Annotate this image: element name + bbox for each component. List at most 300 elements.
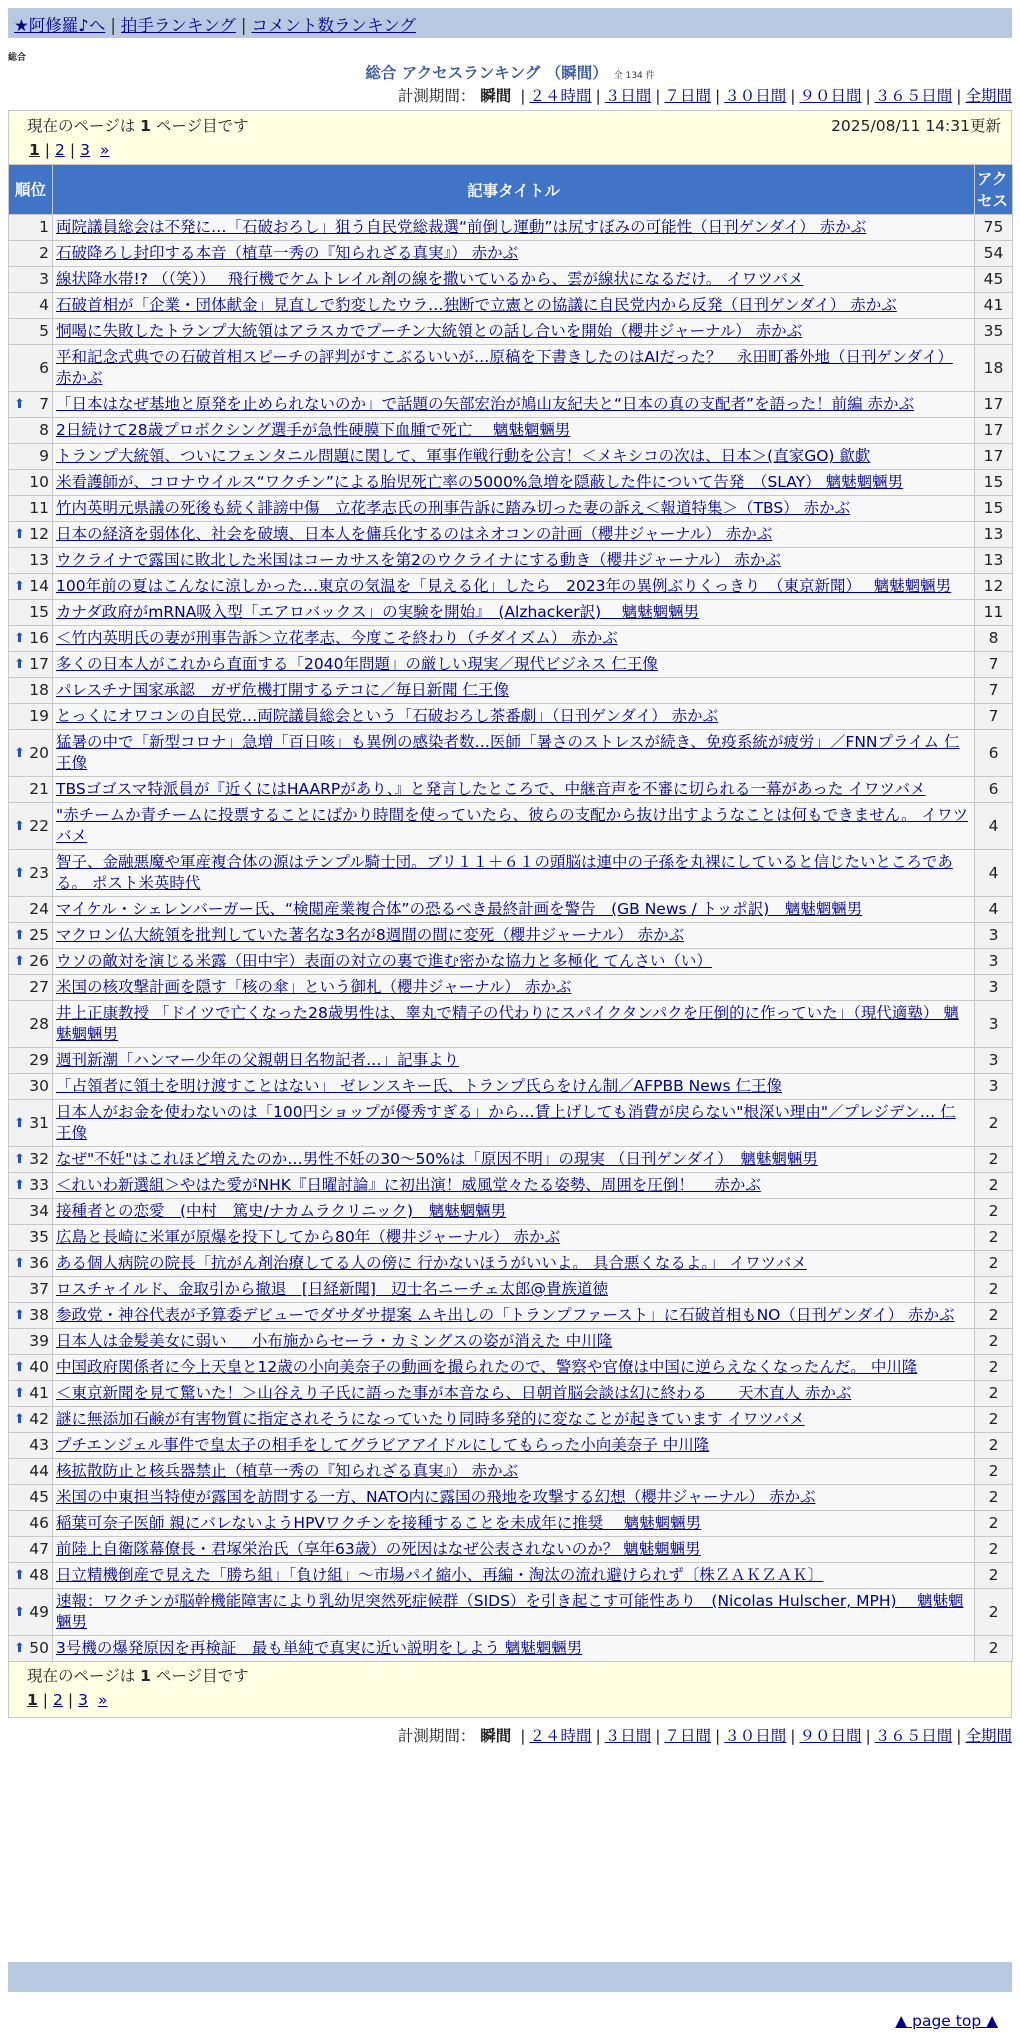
rank-cell [9,267,53,293]
table-row [9,1074,1013,1100]
column-header-rank: 順位 [9,165,53,215]
article-link[interactable]: 「日本はなぜ基地と原発を止められないのか」で話題の矢部宏治が鳩山友紀夫と“日本の真の支配者”を語った！前編 赤かぶ [56,395,914,413]
page-top-link[interactable]: ▲ page top ▲ [895,2012,998,2030]
rank-number: 45 [29,1488,49,1506]
access-count: 7 [975,652,1013,678]
rank-number: 46 [29,1514,49,1532]
article-link[interactable]: 米国の中東担当特使が露国を訪問する一方、NATO内に露国の飛地を攻撃する幻想（櫻井ジャーナル） 赤かぶ [56,1488,816,1506]
rank-cell [9,897,53,923]
access-count: 4 [975,803,1013,850]
table-row [9,803,1013,850]
rank-number: 31 [29,1113,49,1132]
article-link[interactable]: 両院議員総会は不発に…「石破おろし」狙う自民党総裁選“前倒し運動”は尻すぼみの可能性（日刊ゲンダイ） 赤かぶ [56,218,867,236]
article-link[interactable]: 多くの日本人がこれから直面する「2040年問題」の厳しい現実／現代ビジネス 仁王像 [56,655,658,673]
current-page-text: 現在のページは 1 ページ目です [27,1667,249,1685]
period-separator: | [520,87,526,105]
table-row [9,470,1013,496]
period-label: 計測期間： [397,1727,476,1745]
rank-cell [9,1355,53,1381]
period-separator: | [655,87,661,105]
rank-number: 32 [29,1150,49,1168]
title-cell [53,470,975,496]
title-cell [53,241,975,267]
rank-cell [9,574,53,600]
title-cell [53,730,975,777]
article-link[interactable]: 接種者との恋愛 (中村 篤史/ナカムラクリニック) 魑魅魍魎男 [56,1202,507,1220]
article-link[interactable]: 週刊新潮「ハンマー少年の父親朝日名物記者…」記事より [56,1051,460,1069]
up-arrow-icon: ⬆ [14,928,25,943]
rank-number: 49 [29,1602,49,1621]
period-link[interactable]: ３６５日間 [874,1727,953,1745]
article-link[interactable]: ウソの敵対を演じる米露（田中宇）表面の対立の裏で進む密かな協力と多極化 てんさい（い） [56,952,712,970]
top-nav [8,8,1012,38]
bottom-bar [8,1962,1012,1992]
table-row [9,1433,1013,1459]
table-row [9,267,1013,293]
article-link[interactable]: 石破首相が「企業・団体献金」見直しで豹変したウラ…独断で立憲との協議に自民党内から反発（日刊ゲンダイ） 赤かぶ [56,296,897,314]
access-count: 11 [975,600,1013,626]
page-separator: | [44,141,51,159]
article-link[interactable]: 核拡散防止と核兵器禁止（植草一秀の『知られざる真実』） 赤かぶ [56,1462,519,1480]
title-cell [53,1355,975,1381]
access-count: 2 [975,1277,1013,1303]
nav-separator: | [110,16,116,35]
period-link[interactable]: ２４時間 [529,87,592,105]
updated-timestamp: 2025/08/11 14:31更新 [831,117,1001,135]
table-row [9,496,1013,522]
article-link[interactable]: 3号機の爆発原因を再検証 最も単純で真実に近い説明をしよう 魑魅魍魎男 [56,1639,583,1657]
table-row [9,652,1013,678]
page-separator: | [42,1691,49,1709]
rank-number: 44 [29,1462,49,1480]
rank-number: 14 [29,577,49,595]
rank-number: 29 [29,1051,49,1069]
up-arrow-icon: ⬆ [14,1115,25,1131]
access-count: 12 [975,574,1013,600]
rank-number: 23 [29,863,49,882]
article-link[interactable]: とっくにオワコンの自民党…両院議員総会という「石破おろし茶番劇」（日刊ゲンダイ） 赤かぶ [56,707,719,725]
table-row [9,444,1013,470]
rank-cell [9,1589,53,1636]
article-link[interactable]: 日立精機倒産で見えた「勝ち組」「負け組」〜市場パイ縮小、再編・淘汰の流れ避けられず〔株ＺＡＫＺＡＫ〕 [56,1566,824,1584]
clap-ranking-link[interactable]: 拍手ランキング [120,16,236,35]
current-page-number: 1 [140,117,151,135]
rank-cell [9,1459,53,1485]
rank-number: 34 [29,1202,49,1220]
rank-cell [9,215,53,241]
access-count: 2 [975,1485,1013,1511]
pager-top [8,110,1012,164]
access-count: 54 [975,241,1013,267]
article-link[interactable]: 平和記念式典での石破首相スピーチの評判がすこぶるいいが…原稿を下書きしたのはAIだった？ 永田町番外地（日刊ゲンダイ） 赤かぶ [56,348,953,387]
page-separator: | [69,141,76,159]
table-row [9,1001,1013,1048]
table-row [9,1407,1013,1433]
period-separator: | [595,1727,601,1745]
rank-cell [9,949,53,975]
access-count: 3 [975,1048,1013,1074]
article-link[interactable]: 稲葉可奈子医師 親にバレないようHPVワクチンを接種することを未成年に推奨 魑魅魍魎男 [56,1514,702,1532]
article-link[interactable]: なぜ"不妊"はこれほど増えたのか…男性不妊の30～50%は「原因不明」の現実 （日刊ゲンダイ） 魑魅魍魎男 [56,1150,818,1168]
access-count: 2 [975,1147,1013,1173]
rank-cell [9,496,53,522]
rank-cell [9,975,53,1001]
next-page-link[interactable]: » [100,141,110,159]
access-count: 2 [975,1433,1013,1459]
rank-number: 1 [39,218,49,236]
rank-cell [9,470,53,496]
period-link[interactable]: ７日間 [664,1727,711,1745]
page-link[interactable]: 2 [55,141,65,159]
rank-number: 10 [29,473,49,491]
table-row [9,1511,1013,1537]
period-link[interactable]: ３日間 [604,1727,652,1745]
table-row [9,704,1013,730]
up-arrow-icon: ⬆ [14,1308,25,1323]
access-count: 3 [975,923,1013,949]
up-arrow-icon: ⬆ [14,1386,25,1401]
page-separator: | [67,1691,74,1709]
rank-number: 47 [29,1540,49,1558]
rank-number: 25 [29,926,49,944]
page-link[interactable]: 1 [29,141,40,159]
table-row [9,1459,1013,1485]
rank-cell [9,392,53,418]
up-arrow-icon: ⬆ [14,1604,25,1620]
rank-cell [9,626,53,652]
rank-number: 17 [29,655,49,673]
access-count: 2 [975,1407,1013,1433]
page-link[interactable]: 3 [80,141,91,159]
access-count: 17 [975,444,1013,470]
title-cell [53,1459,975,1485]
rank-cell [9,803,53,850]
table-row [9,897,1013,923]
access-count: 2 [975,1381,1013,1407]
table-row [9,626,1013,652]
rank-cell [9,1100,53,1147]
table-row [9,1251,1013,1277]
title-cell [53,1147,975,1173]
table-row [9,293,1013,319]
access-count: 8 [975,626,1013,652]
title-cell [53,293,975,319]
access-count: 2 [975,1225,1013,1251]
rank-cell [9,1277,53,1303]
table-row [9,678,1013,704]
period-link[interactable]: ７日間 [664,87,711,105]
rank-number: 16 [29,629,49,647]
table-row [9,574,1013,600]
table-row [9,1147,1013,1173]
rank-cell [9,850,53,897]
title-cell [53,1048,975,1074]
pager-bottom [8,1662,1012,1718]
table-row [9,1355,1013,1381]
access-count: 2 [975,1303,1013,1329]
up-arrow-icon: ⬆ [14,527,25,542]
title-cell [53,975,975,1001]
period-link[interactable]: ９０日間 [799,1727,862,1745]
article-link[interactable]: ロスチャイルド、金取引から撤退 [日経新聞] 辺士名ニーチェ太郎@貴族道徳 [56,1280,608,1298]
access-count: 7 [975,678,1013,704]
title-cell [53,626,975,652]
article-link[interactable]: 速報：ワクチンが脳幹機能障害により乳幼児突然死症候群（SIDS）を引き起こす可能性あり (Nicolas Hulscher, MPH) 魑魅魍魎男 [56,1592,964,1631]
ranking-table [8,164,1013,1662]
title-cell [53,1225,975,1251]
rank-cell [9,1381,53,1407]
rank-number: 38 [29,1306,49,1324]
rank-number: 7 [39,395,49,413]
access-count: 6 [975,730,1013,777]
table-row [9,777,1013,803]
title-cell [53,392,975,418]
access-count: 2 [975,1173,1013,1199]
article-link[interactable]: 米国の核攻撃計画を隠す「核の傘」という御札（櫻井ジャーナル） 赤かぶ [56,978,572,996]
article-link[interactable]: 竹内英明元県議の死後も続く誹謗中傷 立花孝志氏の刑事告訴に踏み切った妻の訴え＜報道特集＞（TBS） 赤かぶ [56,499,851,517]
up-arrow-icon: ⬆ [14,1412,25,1427]
up-arrow-icon: ⬆ [14,631,25,646]
article-link[interactable]: ＜れいわ新選組＞やはた愛がNHK『日曜討論』に初出演！威風堂々たる姿勢、周囲を圧倒！ 赤かぶ [56,1176,761,1194]
rank-number: 20 [29,743,49,762]
up-arrow-icon: ⬆ [14,818,25,834]
period-link[interactable]: 全期間 [965,87,1012,105]
page-link[interactable]: 2 [53,1691,63,1709]
period-link[interactable]: 全期間 [965,1727,1012,1745]
access-count: 2 [975,1251,1013,1277]
up-arrow-icon: ⬆ [14,579,25,594]
article-link[interactable]: 2日続けて28歳プロボクシング選手が急性硬膜下血腫で死亡 魑魅魍魎男 [56,421,571,439]
title-cell [53,1407,975,1433]
title-cell [53,418,975,444]
home-link[interactable]: ★阿修羅♪へ [14,16,106,35]
article-link[interactable]: 線状降水帯!? （（笑）） 飛行機でケムトレイル剤の線を撒いているから、雲が線状になるだけ。 イワツバメ [56,270,804,288]
table-row [9,1537,1013,1563]
article-link[interactable]: 「占領者に領土を明け渡すことはない」 ゼレンスキー氏、トランプ氏らをけん制／AFPBB News 仁王像 [56,1077,782,1095]
rank-number: 22 [29,816,49,835]
period-label: 計測期間： [397,87,476,105]
page-link[interactable]: 1 [27,1691,38,1709]
column-header-title: 記事タイトル [53,165,975,215]
period-selector-bottom [0,1724,1012,1748]
article-link[interactable]: マイケル・シェレンバーガー氏、“検閲産業複合体”の恐るべき最終計画を警告 (GB News / トッポ訳) 魑魅魍魎男 [56,900,863,918]
period-link[interactable]: ２４時間 [529,1727,592,1745]
article-link[interactable]: パレスチナ国家承認 ガザ危機打開するテコに／毎日新聞 仁王像 [56,681,510,699]
nav-separator: | [240,16,247,35]
table-row [9,345,1013,392]
table-row [9,319,1013,345]
article-link[interactable]: マクロン仏大統領を批判していた著名な3名が8週間の間に変死（櫻井ジャーナル） 赤かぶ [56,926,685,944]
rank-number: 26 [29,952,49,970]
article-link[interactable]: 日本人がお金を使わないのは「100円ショップが優秀すぎる」から…賃上げしても消費が戻らない"根深い理由"／プレジデン… 仁王像 [56,1103,956,1142]
rank-cell [9,1303,53,1329]
rank-cell [9,418,53,444]
access-count: 6 [975,777,1013,803]
period-link[interactable]: ３６５日間 [874,87,953,105]
rank-cell [9,1048,53,1074]
comment-ranking-link[interactable]: コメント数ランキング [251,16,416,35]
rank-number: 30 [29,1077,49,1095]
access-count: 13 [975,548,1013,574]
article-link[interactable]: 恫喝に失敗したトランプ大統領はアラスカでプーチン大統領との話し合いを開始（櫻井ジャーナル） 赤かぶ [56,322,803,340]
table-row [9,1381,1013,1407]
rank-number: 15 [29,603,49,621]
article-link[interactable]: 智子、金融悪魔や軍産複合体の源はテンプル騎士団。ブリ１１＋６１の頭脳は連中の子孫を丸裸にしていると信じたいところである。 ポスト米英時代 [56,853,953,892]
table-row [9,1589,1013,1636]
article-link[interactable]: 参政党・神谷代表が予算委デビューでダサダサ提案 ムキ出しの「トランプファースト」に石破首相もNO（日刊ゲンダイ） 赤かぶ [56,1306,955,1324]
table-row [9,241,1013,267]
article-link[interactable]: 100年前の夏はこんなに涼しかった…東京の気温を「見える化」したら 2023年の異例ぶりくっきり （東京新聞） 魑魅魍魎男 [56,577,952,595]
title-cell [53,1537,975,1563]
table-row [9,1329,1013,1355]
article-link[interactable]: 中国政府関係者に今上天皇と12歳の小向美奈子の動画を撮られたので、警察や官僚は中国に逆らえなくなったんだ。 中川隆 [56,1358,918,1376]
up-arrow-icon: ⬆ [14,1641,25,1656]
period-link[interactable]: ９０日間 [799,87,862,105]
access-count: 7 [975,704,1013,730]
access-count: 4 [975,897,1013,923]
article-link[interactable]: ウクライナで露国に敗北した米国はコーカサスを第2のウクライナにする動き（櫻井ジャーナル） 赤かぶ [56,551,781,569]
table-row [9,600,1013,626]
rank-cell [9,1433,53,1459]
rank-number: 43 [29,1436,49,1454]
rank-cell [9,548,53,574]
rank-number: 21 [29,780,49,798]
rank-number: 35 [29,1228,49,1246]
access-count: 17 [975,418,1013,444]
table-row [9,1225,1013,1251]
rank-cell [9,1199,53,1225]
title-cell [53,522,975,548]
column-header-count: アクセス [975,165,1013,215]
title-cell [53,548,975,574]
table-row [9,1636,1013,1662]
table-row [9,1173,1013,1199]
rank-cell [9,1173,53,1199]
article-link[interactable]: 米看護師が、コロナウイルス“ワクチン”による胎児死亡率の5000%急増を隠蔽した件について告発 （SLAY） 魑魅魍魎男 [56,473,904,491]
article-link[interactable]: ＜竹内英明氏の妻が刑事告訴＞立花孝志、今度こそ終わり（チダイズム） 赤かぶ [56,629,618,647]
title-cell [53,704,975,730]
access-count: 45 [975,267,1013,293]
up-arrow-icon: ⬆ [14,1360,25,1375]
article-link[interactable]: プチエンジェル事件で皇太子の相手をしてグラビアアイドルにしてもらった小向美奈子 中川隆 [56,1436,710,1454]
period-separator: | [956,87,962,105]
rank-cell [9,319,53,345]
title-cell [53,850,975,897]
up-arrow-icon: ⬆ [14,865,25,881]
title-cell [53,1329,975,1355]
article-link[interactable]: "赤チームか青チームに投票することにばかり時間を使っていたら、彼らの支配から抜け出すようなことは何もできません。 イワツバメ [56,806,968,845]
rank-cell [9,1001,53,1048]
up-arrow-icon: ⬆ [14,745,25,761]
article-link[interactable]: カナダ政府がmRNA吸入型「エアロバックス」の実験を開始』 (Alzhacker訳) 魑魅魍魎男 [56,603,700,621]
title-cell [53,678,975,704]
article-link[interactable]: トランプ大統領、ついにフェンタニル問題に関して、軍事作戦行動を公言！＜メキシコの次は、日本＞(直家GO) 歙歔 [56,447,871,465]
access-count: 2 [975,1589,1013,1636]
rank-number: 42 [29,1410,49,1428]
period-separator: | [790,1727,796,1745]
article-link[interactable]: 日本人は金髪美女に弱い ＿ 小布施からセーラ・カミングスの姿が消えた 中川隆 [56,1332,613,1350]
title-cell [53,1636,975,1662]
up-arrow-icon: ⬆ [14,1178,25,1193]
title-cell [53,1277,975,1303]
article-link[interactable]: ある個人病院の院長「抗がん剤治療してる人の傍に 行かないほうがいいよ。 具合悪くなるよ。」 イワツバメ [56,1254,807,1272]
article-link[interactable]: 日本の経済を弱体化、社会を破壊、日本人を傭兵化するのはネオコンの計画（櫻井ジャーナル） 赤かぶ [56,525,773,543]
access-count: 2 [975,1199,1013,1225]
access-count: 41 [975,293,1013,319]
title-cell [53,444,975,470]
access-count: 2 [975,1329,1013,1355]
rank-number: 37 [29,1280,49,1298]
page-link[interactable]: 3 [78,1691,89,1709]
period-link[interactable]: ３日間 [604,87,652,105]
rank-number: 41 [29,1384,49,1402]
rank-cell [9,241,53,267]
rank-number: 9 [39,447,49,465]
period-separator: | [655,1727,661,1745]
article-link[interactable]: ＜東京新聞を見て驚いた！＞山谷えり子氏に語った事が本音なら、日朝首脳会談は幻に終わる 天木直人 赤かぶ [56,1384,852,1402]
rank-cell [9,1329,53,1355]
access-count: 13 [975,522,1013,548]
article-link[interactable]: 猛暑の中で「新型コロナ」急増「百日咳」も異例の感染者数…医師「暑さのストレスが続き、免疫系統が疲労」／FNNプライム 仁王像 [56,733,960,772]
access-count: 2 [975,1511,1013,1537]
period-separator: | [790,87,796,105]
rank-cell [9,600,53,626]
rank-number: 27 [29,978,49,996]
rank-number: 33 [29,1176,49,1194]
article-link[interactable]: 謎に無添加石鹸が有害物質に指定されそうになっていたり同時多発的に変なことが起きています イワツバメ [56,1410,805,1428]
table-row [9,975,1013,1001]
title-cell [53,319,975,345]
period-current: 瞬間 [480,1727,512,1745]
rank-cell [9,730,53,777]
period-separator: | [956,1727,962,1745]
rank-cell [9,704,53,730]
period-separator: | [715,87,721,105]
rank-cell [9,345,53,392]
table-row [9,522,1013,548]
rank-cell [9,522,53,548]
article-link[interactable]: 石破降ろし封印する本音（植草一秀の『知られざる真実』） 赤かぶ [56,244,519,262]
article-link[interactable]: 前陸上自衛隊幕僚長・君塚栄治氏（享年63歳）の死因はなぜ公表されないのか？ 魑魅魍魎男 [56,1540,701,1558]
period-link[interactable]: ３０日間 [724,1727,787,1745]
table-row [9,1048,1013,1074]
rank-cell [9,1511,53,1537]
title-cell [53,897,975,923]
rank-number: 11 [29,499,49,517]
table-row [9,548,1013,574]
rank-cell [9,444,53,470]
next-page-link[interactable]: » [98,1691,108,1709]
up-arrow-icon: ⬆ [14,397,25,412]
access-count: 3 [975,975,1013,1001]
article-link[interactable]: TBSゴゴスマ特派員が『近くにはHAARPがあり、』と発言したところで、中継音声を不審に切られる一幕があった イワツバメ [56,780,926,798]
period-separator: | [865,87,871,105]
article-link[interactable]: 広島と長崎に米軍が原爆を投下してから80年（櫻井ジャーナル） 赤かぶ [56,1228,561,1246]
category-label: 総合 [8,53,27,63]
title-cell [53,1199,975,1225]
access-count: 3 [975,1074,1013,1100]
title-cell [53,600,975,626]
rank-cell [9,777,53,803]
table-row [9,1485,1013,1511]
title-cell [53,949,975,975]
period-link[interactable]: ３０日間 [724,87,787,105]
title-cell [53,803,975,850]
rank-cell [9,1225,53,1251]
rank-number: 13 [29,551,49,569]
article-link[interactable]: 井上正康教授 「ドイツで亡くなった28歳男性は、睾丸で精子の代わりにスパイクタンパクを圧倒的に作っていた」（現代適塾） 魑魅魍魎男 [56,1004,959,1043]
table-row [9,923,1013,949]
